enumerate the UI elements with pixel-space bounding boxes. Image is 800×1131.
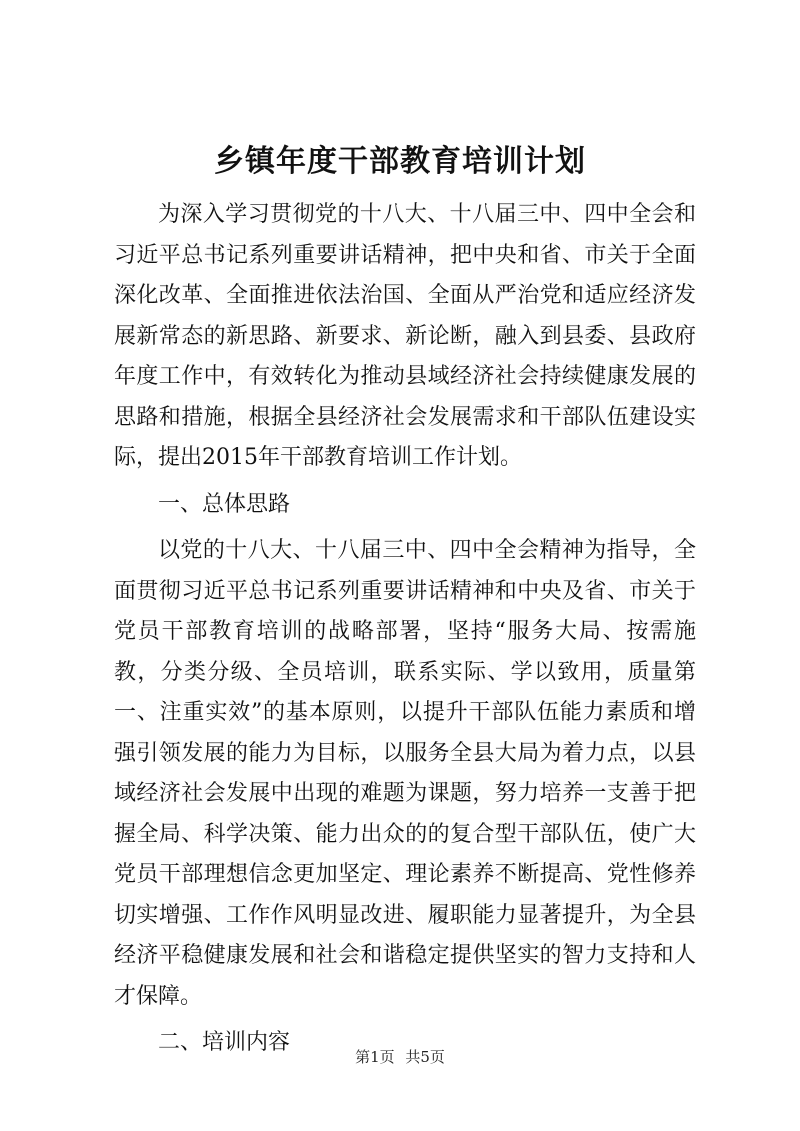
intro-paragraph: 为深入学习贯彻党的十八大、十八届三中、四中全会和习近平总书记系列重要讲话精神，把中央和省、市关于全面深化改革、全面推进依法治国、全面从严治党和适应经济发展新常态的新思路、新要求、新论断，融入到县委、县政府年度工作中，有效转化为推动县域经济社会持续健康发展的思路和措施，根据全县经济社会发展需求和干部队伍建设实际，提出2015年干部教育培训工作计划。 xyxy=(114,202,696,470)
document-body xyxy=(114,195,696,1064)
page-number: 第1页 xyxy=(355,1048,395,1066)
section-heading-training-content: 二、培训内容 xyxy=(158,1030,291,1055)
section-heading-general-approach: 一、总体思路 xyxy=(158,491,291,517)
section-body-general-approach: 以党的十八大、十八届三中、四中全会精神为指导，全面贯彻习近平总书记系列重要讲话精神和中央及省、市关于党员干部教育培训的战略部署，坚持“服务大局、按需施教，分类分级、全员培训，联系实际、学以致用，质量第一、注重实效”的基本原则，以提升干部队伍能力素质和增强引领发展的能力为目标，以服务全县大局为着力点，以县域经济社会发展中出现的难题为课题，努力培养一支善于把握全局、科学决策、能力出众的的复合型干部队伍，使广大党员干部理想信念更加坚定、理论素养不断提高、党性修养切实增强、工作作风明显改进、履职能力显著提升，为全县经济平稳健康发展和社会和谐稳定提供坚实的智力支持和人才保障。 xyxy=(114,538,696,1009)
page-footer xyxy=(0,1046,800,1067)
page-total: 共5页 xyxy=(405,1048,445,1066)
document-title: 乡镇年度干部教育培训计划 xyxy=(214,144,586,179)
